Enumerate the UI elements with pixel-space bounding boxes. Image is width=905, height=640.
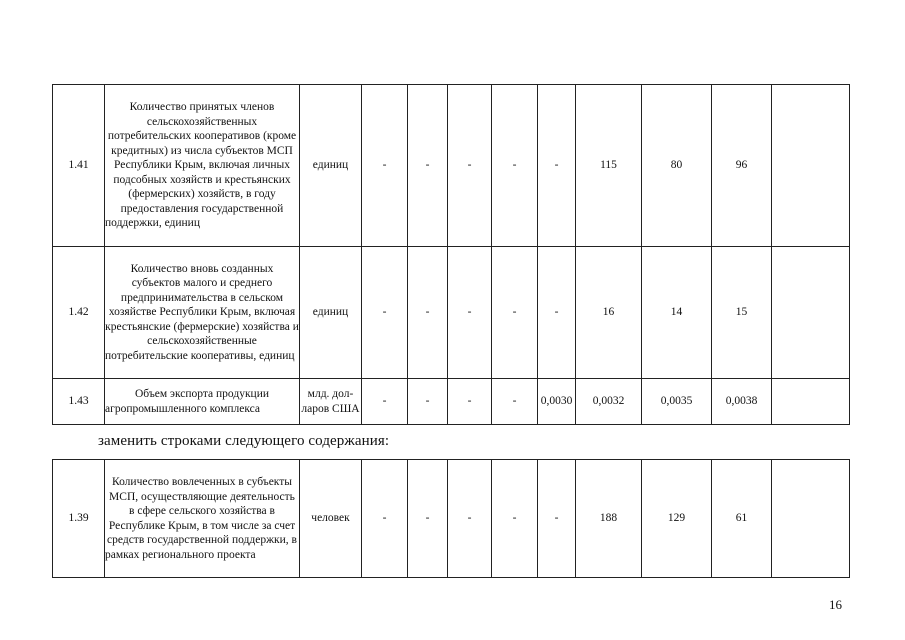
- value-cell: 115: [576, 85, 642, 247]
- value-cell: 80: [642, 85, 712, 247]
- value-cell: [772, 247, 850, 379]
- value-cell: 96: [712, 85, 772, 247]
- indicator-description: Количество вновь созданных субъектов малого и среднего предпринимательства в сельском хозяйстве Республики Крым, включая крестьянские (фермерские) хозяйства и сельскохозяйственные потребительские кооперативы, единиц: [105, 247, 300, 379]
- value-cell: [772, 460, 850, 578]
- table-row-1-42: [53, 247, 850, 379]
- value-cell: 0,0032: [576, 379, 642, 425]
- value-cell: 188: [576, 460, 642, 578]
- value-cell: -: [492, 460, 538, 578]
- unit-cell: человек: [300, 460, 362, 578]
- page-number: 16: [829, 597, 842, 612]
- value-cell: 16: [576, 247, 642, 379]
- row-number: 1.39: [53, 460, 105, 578]
- row-number: 1.41: [53, 85, 105, 247]
- value-cell: -: [448, 247, 492, 379]
- indicator-description: Объем экспорта продукции агропромышленного комплекса: [105, 379, 300, 425]
- value-cell: [772, 379, 850, 425]
- value-cell: -: [448, 460, 492, 578]
- value-cell: [772, 85, 850, 247]
- value-cell: -: [362, 460, 408, 578]
- value-cell: 61: [712, 460, 772, 578]
- value-cell: 14: [642, 247, 712, 379]
- unit-cell: млд. дол-ларов США: [300, 379, 362, 425]
- value-cell: -: [362, 379, 408, 425]
- value-cell: -: [448, 379, 492, 425]
- value-cell: 15: [712, 247, 772, 379]
- value-cell: 0,0038: [712, 379, 772, 425]
- value-cell: 0,0030: [538, 379, 576, 425]
- indicators-table-new: [52, 459, 850, 578]
- value-cell: -: [362, 85, 408, 247]
- indicator-description: Количество принятых членов сельскохозяйственных потребительских кооперативов (кроме кредитных) из числа субъектов МСП Республики Крым, включая личных подсобных хозяйств и крестьянских (фермерских) хозяйств, в году предоставления государственной поддержки, единиц: [105, 85, 300, 247]
- value-cell: -: [408, 247, 448, 379]
- value-cell: -: [492, 85, 538, 247]
- row-number: 1.43: [53, 379, 105, 425]
- value-cell: 129: [642, 460, 712, 578]
- value-cell: -: [448, 85, 492, 247]
- value-cell: -: [538, 460, 576, 578]
- replacement-caption: заменить строками следующего содержания:: [98, 433, 390, 449]
- unit-cell: единиц: [300, 85, 362, 247]
- indicators-table-old: [52, 84, 850, 425]
- value-cell: -: [492, 247, 538, 379]
- table-row-1-39: [53, 460, 850, 578]
- indicator-description: Количество вовлеченных в субъекты МСП, осуществляющие деятельность в сфере сельского хозяйства в Республике Крым, в том числе за счет средств государственной поддержки, в рамках регионального проекта: [105, 460, 300, 578]
- value-cell: 0,0035: [642, 379, 712, 425]
- value-cell: -: [538, 247, 576, 379]
- value-cell: -: [362, 247, 408, 379]
- row-number: 1.42: [53, 247, 105, 379]
- table-row-1-43: [53, 379, 850, 425]
- unit-cell: единиц: [300, 247, 362, 379]
- value-cell: -: [408, 85, 448, 247]
- value-cell: -: [408, 460, 448, 578]
- value-cell: -: [538, 85, 576, 247]
- value-cell: -: [492, 379, 538, 425]
- value-cell: -: [408, 379, 448, 425]
- table-row-1-41: [53, 85, 850, 247]
